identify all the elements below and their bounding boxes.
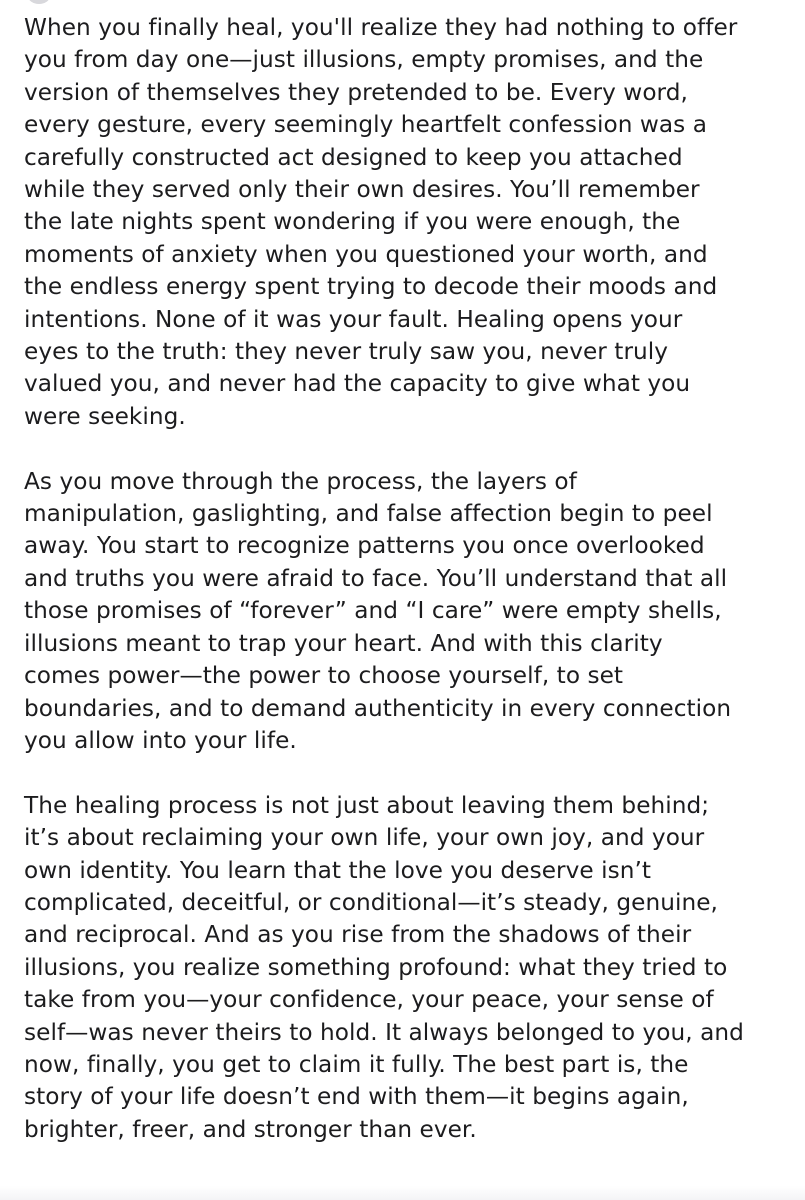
text-line: it’s about reclaiming your own life, your own joy, and your bbox=[24, 824, 705, 852]
paragraph-1 bbox=[24, 12, 794, 433]
text-line: were seeking. bbox=[24, 402, 186, 430]
text-line: while they served only their own desires. You’ll remember bbox=[24, 176, 700, 204]
paragraph-3 bbox=[24, 790, 794, 1146]
text-line: When you finally heal, you'll realize they had nothing to offer bbox=[24, 14, 738, 41]
text-line: story of your life doesn’t end with them—it begins again, bbox=[24, 1083, 689, 1111]
text-line: take from you—your confidence, your peace, your sense of bbox=[24, 986, 714, 1014]
text-line: and reciprocal. And as you rise from the shadows of their bbox=[24, 921, 692, 949]
text-line: boundaries, and to demand authenticity in every connection bbox=[24, 694, 732, 722]
text-line: you from day one—just illusions, empty promises, and the bbox=[24, 46, 704, 74]
bottom-edge bbox=[0, 1186, 805, 1200]
text-line: moments of anxiety when you questioned your worth, and bbox=[24, 240, 708, 268]
text-line: the late nights spent wondering if you were enough, the bbox=[24, 208, 681, 236]
text-line: brighter, freer, and stronger than ever. bbox=[24, 1115, 477, 1143]
text-line: illusions meant to trap your heart. And with this clarity bbox=[24, 629, 663, 657]
text-line: The healing process is not just about leaving them behind; bbox=[24, 791, 710, 819]
text-line: illusions, you realize something profound: what they tried to bbox=[24, 953, 728, 981]
text-line: version of themselves they pretended to be. Every word, bbox=[24, 78, 688, 106]
paragraph-2 bbox=[24, 466, 794, 758]
text-line: valued you, and never had the capacity to give what you bbox=[24, 370, 691, 398]
text-line: eyes to the truth: they never truly saw you, never truly bbox=[24, 338, 669, 366]
text-line: away. You start to recognize patterns you once overlooked bbox=[24, 532, 705, 560]
text-line: every gesture, every seemingly heartfelt confession was a bbox=[24, 111, 707, 139]
text-line: As you move through the process, the layers of bbox=[24, 467, 577, 495]
post-body-text bbox=[24, 12, 794, 1146]
text-line: complicated, deceitful, or conditional—it’s steady, genuine, bbox=[24, 888, 718, 916]
text-line: comes power—the power to choose yourself, to set bbox=[24, 662, 624, 690]
cropped-avatar-edge bbox=[28, 0, 50, 4]
text-line: the endless energy spent trying to decode their moods and bbox=[24, 273, 718, 301]
text-line: you allow into your life. bbox=[24, 726, 297, 754]
text-line: now, finally, you get to claim it fully. The best part is, the bbox=[24, 1050, 689, 1078]
text-line: those promises of “forever” and “I care” were empty shells, bbox=[24, 597, 722, 625]
text-line: and truths you were afraid to face. You’ll understand that all bbox=[24, 564, 728, 592]
text-line: carefully constructed act designed to keep you attached bbox=[24, 143, 683, 171]
text-line: own identity. You learn that the love you deserve isn’t bbox=[24, 856, 652, 884]
text-line: self—was never theirs to hold. It always belonged to you, and bbox=[24, 1018, 744, 1046]
text-line: intentions. None of it was your fault. Healing opens your bbox=[24, 305, 683, 333]
text-line: manipulation, gaslighting, and false affection begin to peel bbox=[24, 500, 713, 528]
